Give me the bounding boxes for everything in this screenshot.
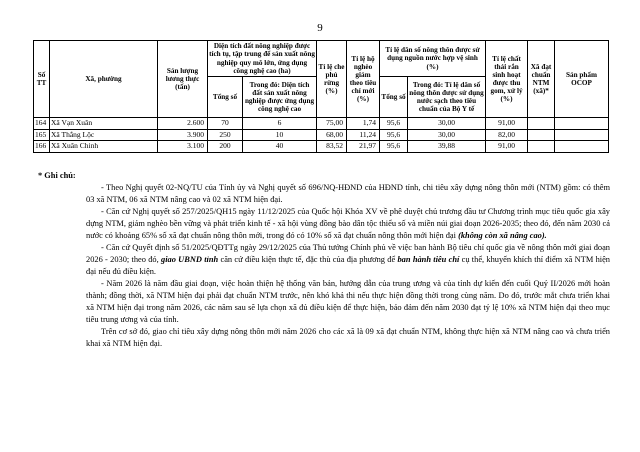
- header-waste: Tỉ lệ chất thải rắn sinh hoạt được thu gom, xử lý (%): [486, 41, 528, 118]
- header-row-1: [34, 41, 609, 77]
- cell-farmland-total: 250: [208, 129, 243, 141]
- cell-farmland-hitech: 10: [243, 129, 317, 141]
- header-water-group: Tỉ lệ dân số nông thôn được sử dụng nguồn nước hợp vệ sinh (%): [380, 41, 486, 77]
- cell-poverty: 21,97: [347, 141, 380, 153]
- cell-output: 3.100: [158, 141, 208, 153]
- cell-farmland-hitech: 40: [243, 141, 317, 153]
- note-text: - Căn cứ Quyết định số 51/2025/QĐTTg ngày 29/12/2025 của Thủ tướng Chính phủ về việc ban hành Bộ tiêu chí quốc gia về nông thôn mới giai đoạn 2026 - 2030; theo đó,: [86, 243, 610, 264]
- cell-ntm: [528, 129, 555, 141]
- cell-water-total: 95,6: [380, 129, 408, 141]
- cell-poverty: 1,74: [347, 118, 380, 130]
- cell-poverty: 11,24: [347, 129, 380, 141]
- cell-water-total: 95,6: [380, 118, 408, 130]
- header-poverty: Tỉ lệ hộ nghèo giảm theo tiêu chí mới (%): [347, 41, 380, 118]
- header-output: Sản lượng lương thực (tấn): [158, 41, 208, 118]
- cell-water-clean: 30,00: [408, 118, 486, 130]
- cell-forest: 68,00: [317, 129, 347, 141]
- header-ntm: Xã đạt chuẩn NTM (xã)*: [528, 41, 555, 118]
- cell-name: Xã Xuân Chinh: [50, 141, 158, 153]
- note-emphasis: ban hành tiêu chí: [397, 255, 460, 264]
- table-row: [34, 129, 609, 141]
- cell-stt: 166: [34, 141, 50, 153]
- cell-farmland-total: 70: [208, 118, 243, 130]
- cell-forest: 75,00: [317, 118, 347, 130]
- note-text: cụ thể, khuyến khích thí điểm xã NTM hiện đại nếu đủ điều kiện.: [86, 255, 610, 276]
- cell-water-clean: 30,00: [408, 129, 486, 141]
- cell-water-total: 95,6: [380, 141, 408, 153]
- cell-ocop: [555, 141, 609, 153]
- table-row: [34, 118, 609, 130]
- header-name: Xã, phường: [50, 41, 158, 118]
- note-paragraph: Trên cơ sở đó, giao chỉ tiêu xây dựng nông thôn mới năm 2026 cho các xã là 09 xã đạt chuẩn NTM, không thực hiện xã NTM nâng cao và chưa triển khai xã NTM hiện đại.: [86, 327, 610, 348]
- notes-section: [38, 170, 610, 350]
- notes-title: * Ghi chú:: [38, 171, 76, 180]
- header-stt: Số TT: [34, 41, 50, 118]
- header-farmland-total: Tổng số: [208, 77, 243, 118]
- note-text: căn cứ điều kiện thực tế, đặc thù của địa phương để: [220, 255, 396, 264]
- note-emphasis: (không còn xã nâng cao).: [458, 231, 547, 240]
- header-farmland-group: Diện tích đất nông nghiệp được tích tụ, tập trung để sản xuất nông nghiệp quy mô lớn, ứng dụng công nghệ cao (ha): [209, 42, 315, 75]
- note-emphasis: giao UBND tỉnh: [161, 255, 219, 264]
- page-number: 9: [317, 22, 323, 34]
- header-ocop: Sản phẩm OCOP: [555, 41, 609, 118]
- cell-waste: 91,00: [486, 141, 528, 153]
- indicator-table: [33, 40, 609, 153]
- cell-ocop: [555, 118, 609, 130]
- cell-name: Xã Vạn Xuân: [50, 118, 158, 130]
- table-row: [34, 141, 609, 153]
- note-paragraph: [86, 206, 610, 242]
- header-water-total: Tổng số: [380, 77, 408, 118]
- cell-farmland-total: 200: [208, 141, 243, 153]
- cell-output: 3.900: [158, 129, 208, 141]
- cell-farmland-hitech: 6: [243, 118, 317, 130]
- note-paragraph: - Theo Nghị quyết 02-NQ/TU của Tỉnh ủy và Nghị quyết số 696/NQ-HĐND của HĐND tỉnh, chi tiêu xây dựng nông thôn mới (NTM) gồm: có thêm 03 xã NTM, 06 xã NTM nâng cao và 02 xã NTM hiện đại.: [86, 183, 610, 204]
- note-paragraph: [86, 242, 610, 278]
- header-forest: Tỉ lệ che phủ rừng (%): [317, 41, 347, 118]
- cell-stt: 165: [34, 129, 50, 141]
- header-water-clean: Trong đó: Tỉ lệ dân số nông thôn được sử dụng nước sạch theo tiêu chuẩn của Bộ Y tế: [408, 77, 486, 118]
- cell-water-clean: 39,88: [408, 141, 486, 153]
- cell-waste: 91,00: [486, 118, 528, 130]
- note-paragraph: - Năm 2026 là năm đầu giai đoạn, việc hoàn thiện hệ thống văn bản, hướng dẫn của trung ương và của tỉnh dự kiến đến cuối Quý II/2026 mới hoàn thành; đồng thời, xã NTM hiện đại phải đạt chuẩn NTM trước, nên khó khả thi nếu thực hiện đồng thời trong cùng năm. Do đó, trước mắt chưa triển khai xã NTM hiện đại trong năm 2026, các năm sau sẽ lựa chọn xã đủ điều kiện để thực hiện, bảo đảm đến năm 2030 đạt tỷ lệ 10% xã NTM hiện đại theo mục tiêu trung ương và của tỉnh.: [86, 279, 610, 324]
- cell-ocop: [555, 129, 609, 141]
- cell-ntm: [528, 141, 555, 153]
- header-farmland-hitech: Trong đó: Diện tích đất sản xuất nông nghiệp được ứng dụng công nghệ cao: [243, 77, 317, 118]
- note-text: - Căn cứ Nghị quyết số 257/2025/QH15 ngày 11/12/2025 của Quốc hội Khóa XV về phê duyệt chủ trương đầu tư Chương trình mục tiêu quốc gia xây dựng NTM, giảm nghèo bền vững và phát triển kinh tế - xã hội vùng đồng bào dân tộc thiểu số và miền núi giai đoạn 2026-2035; theo đó, đến năm 2030 cả nước có khoảng 65% số xã đạt chuẩn nông thôn mới, trong đó có 10% số xã đạt chuẩn nông thôn mới hiện đại: [86, 207, 610, 240]
- cell-forest: 83,52: [317, 141, 347, 153]
- cell-waste: 82,00: [486, 129, 528, 141]
- cell-output: 2.600: [158, 118, 208, 130]
- cell-stt: 164: [34, 118, 50, 130]
- cell-ntm: [528, 118, 555, 130]
- cell-name: Xã Thắng Lộc: [50, 129, 158, 141]
